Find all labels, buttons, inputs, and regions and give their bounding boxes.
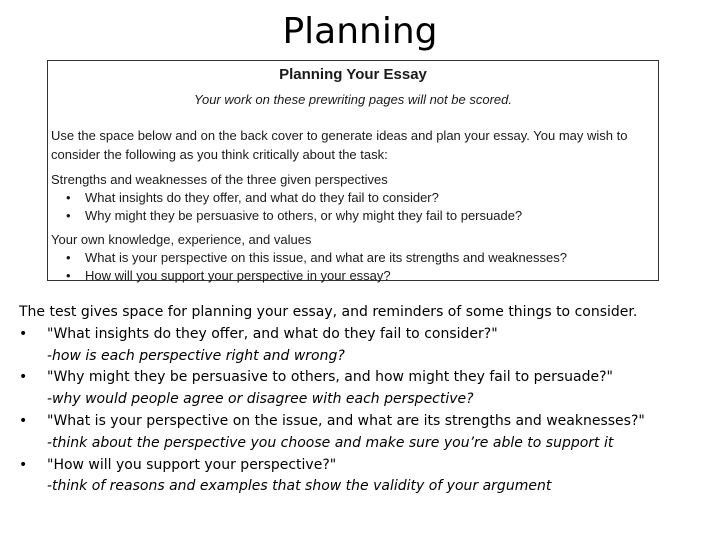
body-bullet-item xyxy=(19,411,709,455)
image-subheading: Your work on these prewriting pages will not be scored. xyxy=(194,92,512,107)
bullet-icon: • xyxy=(19,325,28,342)
body-bullet-item xyxy=(19,367,709,411)
bullet-quote: "Why might they be persuasive to others, and how might they fail to persuade?" xyxy=(47,369,613,386)
slide-title: Planning xyxy=(282,11,438,52)
planning-essay-image xyxy=(47,60,659,281)
bullet-icon: • xyxy=(19,369,28,386)
image-bullet-text: Why might they be persuasive to others, or why might they fail to persuade? xyxy=(85,208,523,223)
image-bullet-text: What is your perspective on this issue, and what are its strengths and weaknesses? xyxy=(85,250,567,265)
bullet-quote: "What insights do they offer, and what do they fail to consider?" xyxy=(47,325,498,342)
image-bullet-item xyxy=(51,189,655,207)
body-lead-text: The test gives space for planning your essay, and reminders of some things to consider. xyxy=(19,304,638,320)
bullet-quote: "How will you support your perspective?" xyxy=(47,456,337,473)
image-intro-text: Use the space below and on the back cover to generate ideas and plan your essay. You may wish to consider the following as you think critically about the task: xyxy=(51,128,628,162)
image-bullet-list xyxy=(51,249,655,285)
bullet-icon: • xyxy=(19,412,28,429)
bullet-note: -why would people agree or disagree with each perspective? xyxy=(47,391,474,408)
bullet-icon: • xyxy=(66,208,71,223)
body-bullet-item xyxy=(19,455,709,499)
image-bullet-item xyxy=(51,249,655,267)
image-section-title: Strengths and weaknesses of the three given perspectives xyxy=(51,172,388,187)
bullet-note: -think about the perspective you choose and make sure you’re able to support it xyxy=(47,434,614,451)
bullet-icon: • xyxy=(66,190,71,205)
image-bullet-item xyxy=(51,207,655,225)
bullet-note: -think of reasons and examples that show the validity of your argument xyxy=(47,478,552,495)
image-section-perspectives xyxy=(51,171,655,225)
bullet-quote: "What is your perspective on the issue, and what are its strengths and weaknesses?" xyxy=(47,412,645,429)
image-heading: Planning Your Essay xyxy=(279,66,427,83)
body-bullet-list xyxy=(19,324,709,498)
image-section-title: Your own knowledge, experience, and values xyxy=(51,232,312,247)
image-section-knowledge xyxy=(51,231,655,285)
bullet-icon: • xyxy=(19,456,28,473)
bullet-note: -how is each perspective right and wrong? xyxy=(47,347,345,364)
image-bullet-list xyxy=(51,189,655,225)
image-bullet-item xyxy=(51,267,655,285)
image-bullet-text: How will you support your perspective in your essay? xyxy=(85,268,391,283)
bullet-icon: • xyxy=(66,268,71,283)
slide-body xyxy=(19,302,709,498)
image-bullet-text: What insights do they offer, and what do they fail to consider? xyxy=(85,190,439,205)
body-bullet-item xyxy=(19,324,709,368)
bullet-icon: • xyxy=(66,250,71,265)
